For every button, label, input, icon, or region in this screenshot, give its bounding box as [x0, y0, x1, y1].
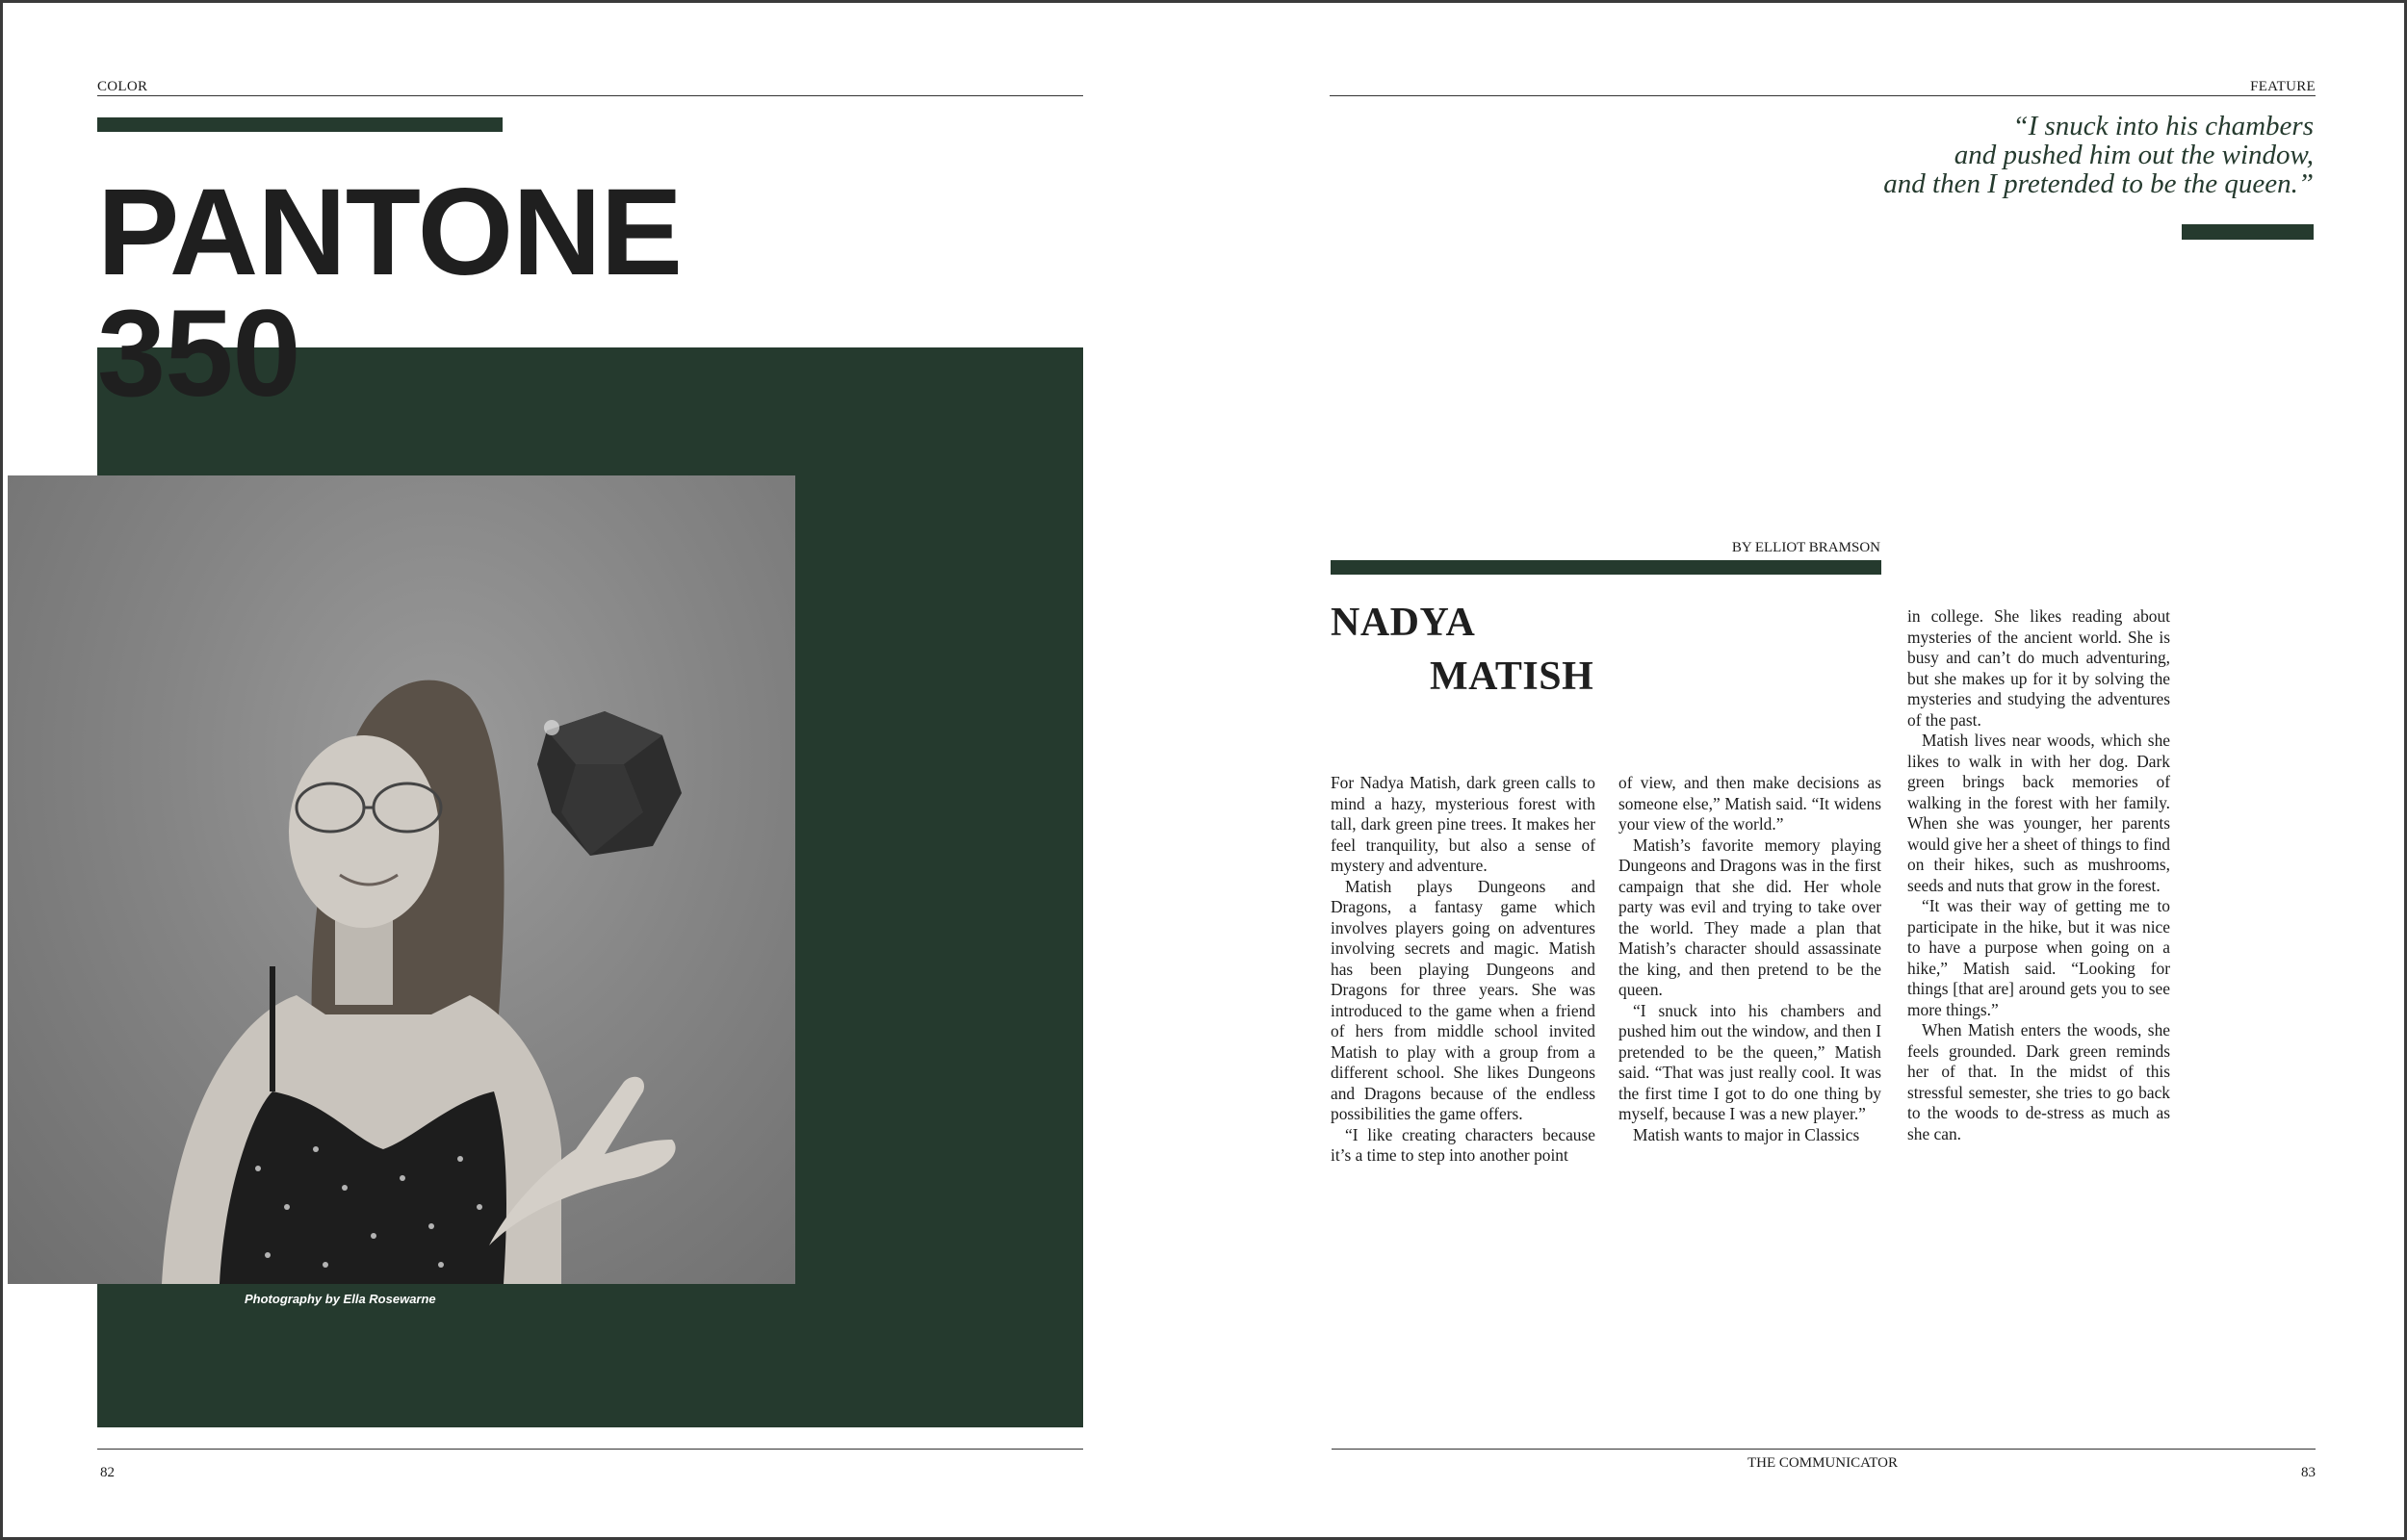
- section-label-color: COLOR: [97, 79, 148, 94]
- article-accent-bar: [1331, 560, 1881, 575]
- article-column-3: [1907, 606, 2170, 1144]
- article-paragraph: of view, and then make decisions as someone else,” Matish said. “It widens your view of the world.”: [1618, 773, 1881, 834]
- article-column-1: [1331, 773, 1595, 1167]
- article-paragraph: Matish’s favorite memory playing Dungeons and Dragons was in the first campaign that she did. Her whole party was evil and trying to take over the world. They made a plan that Matish’s character should assassinate the king, and then pretend to be the queen.: [1618, 834, 1881, 999]
- portrait-photo: [8, 475, 795, 1284]
- article-paragraph: When Matish enters the woods, she feels grounded. Dark green reminds her of that. In the midst of this stressful semester, she tries to go back to the woods to de-stress as much as she can.: [1907, 1020, 2170, 1143]
- magazine-spread: [3, 3, 2404, 1537]
- page-number-left: 82: [100, 1465, 115, 1480]
- header-rule-right: [1330, 95, 2316, 96]
- page-title: [97, 164, 682, 423]
- footer-rule-right: [1332, 1449, 2316, 1450]
- footer-rule-left: [97, 1449, 1083, 1450]
- title-line-350: 350: [97, 285, 300, 423]
- photo-caption: Photography by Ella Rosewarne: [245, 1292, 436, 1306]
- header-rule-left: [97, 95, 1083, 96]
- article-paragraph: For Nadya Matish, dark green calls to mind a hazy, mysterious forest with tall, dark green pine trees. It makes her feel tranquility, but also a sense of mystery and adventure.: [1331, 773, 1595, 875]
- portrait-illustration: [8, 475, 795, 1284]
- article-paragraph: “It was their way of getting me to participate in the hike, but it was nice to have a purpose when going on a hike,” Matish said. “Looking for things [that are] around gets you to see more things.”: [1907, 896, 2170, 1019]
- article-paragraph: “I like creating characters because it’s a time to step into another point: [1331, 1124, 1595, 1165]
- pull-quote: “I snuck into his chambers and pushed him out the window, and then I pretended to be the queen.”: [1883, 111, 2314, 199]
- article-column-2: [1618, 773, 1881, 1145]
- subject-name-last: MATISH: [1430, 654, 1594, 699]
- accent-bar-right: [2182, 224, 2314, 240]
- article-paragraph: in college. She likes reading about mysteries of the ancient world. She is busy and can’t do much adventuring, but she makes up for it by solving the mysteries and studying the adventures of the past.: [1907, 606, 2170, 730]
- article-paragraph: Matish lives near woods, which she likes to walk in with her dog. Dark green brings back memories of walking in the forest with her family. When she was younger, her parents would give her a sheet of things to find on their hikes, such as mushrooms, seeds and nuts that grow in the forest.: [1907, 731, 2170, 895]
- article-paragraph: Matish plays Dungeons and Dragons, a fantasy game which involves players going on adventures involving secrets and magic. Matish has been playing Dungeons and Dragons for three years. She was introduced to the game when a friend of hers from middle school invited Matish to play with a group from a different school. She likes Dungeons and Dragons because of the endless possibilities the game offers.: [1331, 876, 1595, 1123]
- article-paragraph: Matish wants to major in Classics: [1633, 1124, 1860, 1144]
- page-number-right: 83: [2301, 1465, 2316, 1480]
- subject-name-first: NADYA: [1331, 601, 1476, 645]
- byline: BY ELLIOT BRAMSON: [1731, 540, 1880, 555]
- accent-bar-left: [97, 117, 503, 132]
- title-line-pantone: PANTONE: [97, 164, 682, 301]
- publication-name: THE COMMUNICATOR: [1747, 1455, 1898, 1471]
- article-paragraph: “I snuck into his chambers and pushed him out the window, and then I pretended to be the queen,” Matish said. “That was just really cool. It was the first time I got to do one thing by myself, because I was a new player.”: [1618, 1000, 1881, 1123]
- section-label-feature: FEATURE: [2250, 79, 2316, 94]
